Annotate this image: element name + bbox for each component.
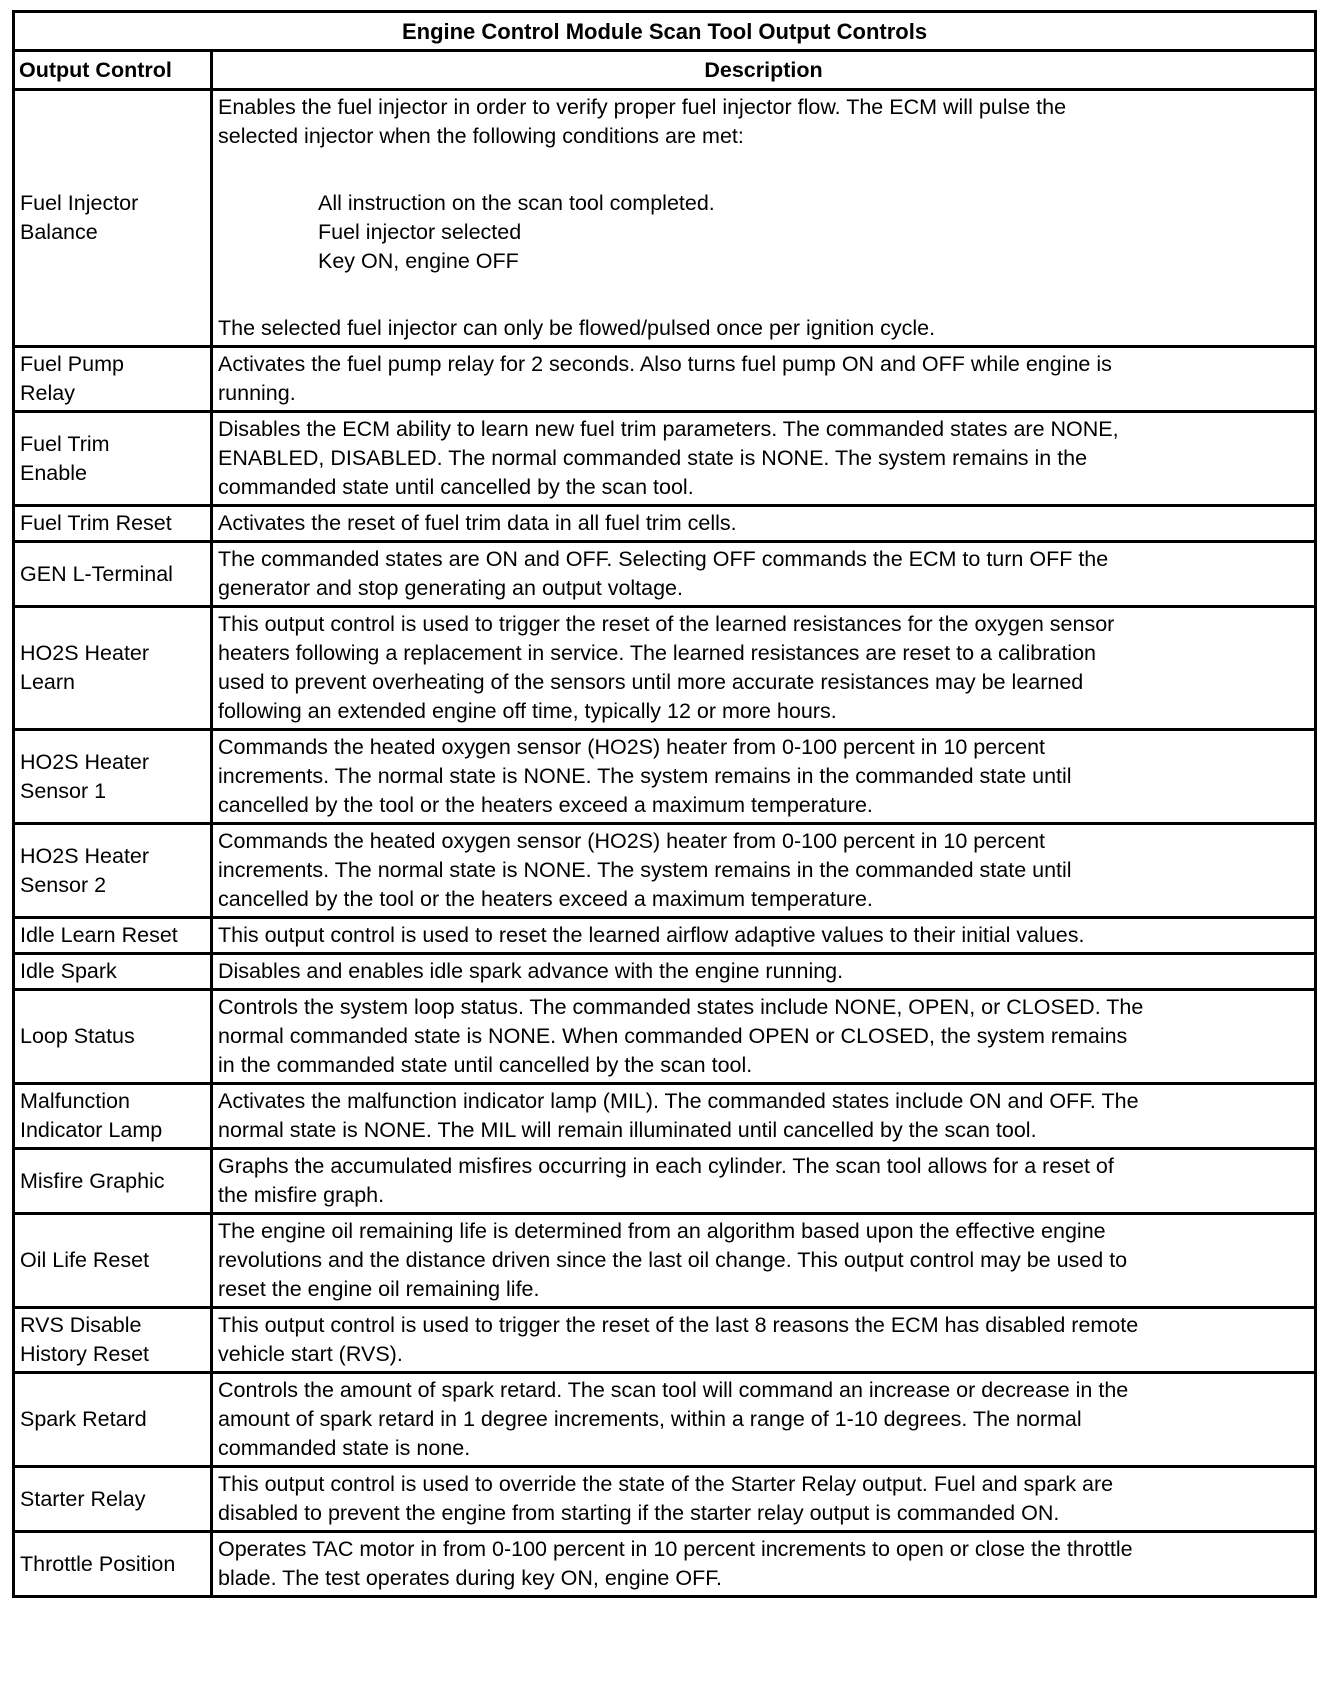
output-control-cell — [14, 412, 212, 506]
output-control-cell — [14, 1467, 212, 1532]
control-line: Throttle Position — [20, 1551, 176, 1576]
description-line: This output control is used to trigger the reset of the learned resistances for the oxygen sensor — [218, 612, 1115, 636]
description-line: Commands the heated oxygen sensor (HO2S) heater from 0-100 percent in 10 percent — [218, 735, 1046, 759]
table-row — [14, 730, 1316, 824]
output-control-cell — [14, 1149, 212, 1214]
description-cell — [212, 347, 1316, 412]
condition-item: Fuel injector selected — [318, 220, 522, 244]
description-line: blade. The test operates during key ON, engine OFF. — [218, 1566, 722, 1590]
control-line: Starter Relay — [20, 1486, 146, 1511]
control-line: Loop Status — [20, 1024, 135, 1048]
description-line: following an extended engine off time, typically 12 or more hours. — [218, 699, 837, 723]
description-line: normal state is NONE. The MIL will remain illuminated until cancelled by the scan tool. — [218, 1118, 1037, 1142]
description-cell — [212, 1308, 1316, 1373]
description-line: The commanded states are ON and OFF. Selecting OFF commands the ECM to turn OFF the — [218, 547, 1109, 571]
control-line: History Reset — [20, 1342, 150, 1366]
control-line: HO2S Heater — [20, 749, 150, 774]
description-line: cancelled by the tool or the heaters exceed a maximum temperature. — [218, 793, 873, 817]
table-row — [14, 1308, 1316, 1373]
output-control-cell — [14, 607, 212, 730]
output-control-cell — [14, 990, 212, 1084]
description-cell — [212, 990, 1316, 1084]
output-control-cell — [14, 824, 212, 918]
description-line: increments. The normal state is NONE. The system remains in the commanded state until — [218, 858, 1072, 882]
description-line: Commands the heated oxygen sensor (HO2S) heater from 0-100 percent in 10 percent — [218, 829, 1046, 853]
document-page — [12, 10, 1314, 1598]
control-line: Oil Life Reset — [20, 1248, 150, 1272]
control-line: Spark Retard — [20, 1407, 147, 1431]
description-line: selected injector when the following conditions are met: — [218, 124, 744, 148]
description-line: generator and stop generating an output voltage. — [218, 576, 683, 600]
description-line: Activates the fuel pump relay for 2 seconds. Also turns fuel pump ON and OFF while engine is — [218, 352, 1112, 376]
output-control-cell — [14, 1084, 212, 1149]
description-cell — [212, 412, 1316, 506]
output-control-cell — [14, 1532, 212, 1597]
table-row — [14, 824, 1316, 918]
control-line: Idle Spark — [20, 959, 117, 983]
output-control-cell — [14, 918, 212, 954]
control-line: Fuel Trim — [20, 431, 110, 456]
description-line: The engine oil remaining life is determined from an algorithm based upon the effective engine — [218, 1219, 1106, 1243]
description-cell — [212, 542, 1316, 607]
description-line: Controls the amount of spark retard. The scan tool will command an increase or decrease in the — [218, 1378, 1129, 1402]
table-row — [14, 1214, 1316, 1308]
control-line: RVS Disable — [20, 1313, 142, 1337]
description-line: cancelled by the tool or the heaters exceed a maximum temperature. — [218, 887, 873, 911]
output-controls-table — [12, 10, 1317, 1598]
description-line: amount of spark retard in 1 degree increments, within a range of 1-10 degrees. The normal — [218, 1407, 1082, 1431]
description-cell — [212, 506, 1316, 542]
title-row — [14, 12, 1316, 51]
description-line: increments. The normal state is NONE. The system remains in the commanded state until — [218, 764, 1072, 788]
description-line: Enables the fuel injector in order to verify proper fuel injector flow. The ECM will pulse the — [218, 95, 1067, 119]
control-line: GEN L-Terminal — [20, 561, 173, 586]
table-row — [14, 918, 1316, 954]
control-line: Malfunction — [20, 1089, 130, 1113]
description-line: Operates TAC motor in from 0-100 percent in 10 percent increments to open or close the throttle — [218, 1537, 1133, 1561]
description-line: Activates the malfunction indicator lamp (MIL). The commanded states include ON and OFF. The — [218, 1089, 1139, 1113]
description-line: revolutions and the distance driven since the last oil change. This output control may be used to — [218, 1248, 1128, 1272]
description-cell — [212, 1467, 1316, 1532]
description-line: Activates the reset of fuel trim data in all fuel trim cells. — [218, 511, 737, 535]
output-control-cell — [14, 542, 212, 607]
description-line: reset the engine oil remaining life. — [218, 1277, 540, 1301]
control-line: Learn — [20, 670, 75, 694]
description-line: running. — [218, 381, 296, 405]
table-row — [14, 347, 1316, 412]
description-line: Disables the ECM ability to learn new fuel trim parameters. The commanded states are NONE, — [218, 417, 1119, 441]
table-row — [14, 1084, 1316, 1149]
description-line: commanded state is none. — [218, 1436, 471, 1460]
table-row-fuel-injector-balance — [14, 90, 1316, 347]
table-row — [14, 506, 1316, 542]
description-cell — [212, 90, 1316, 347]
output-control-cell — [14, 1308, 212, 1373]
description-line: normal commanded state is NONE. When commanded OPEN or CLOSED, the system remains — [218, 1024, 1128, 1048]
table-row — [14, 1467, 1316, 1532]
description-cell — [212, 918, 1316, 954]
spacer — [218, 151, 1309, 189]
description-cell — [212, 1214, 1316, 1308]
control-line: Indicator Lamp — [20, 1118, 163, 1142]
control-line: Fuel Trim Reset — [20, 511, 172, 535]
output-control-cell — [14, 954, 212, 990]
header-description: Description — [212, 51, 1316, 90]
header-row — [14, 51, 1316, 90]
control-line: Sensor 1 — [20, 778, 107, 803]
description-line: used to prevent overheating of the sensors until more accurate resistances may be learned — [218, 670, 1084, 694]
table-row — [14, 412, 1316, 506]
description-line: ENABLED, DISABLED. The normal commanded state is NONE. The system remains in the — [218, 446, 1088, 470]
table-row — [14, 607, 1316, 730]
description-line: vehicle start (RVS). — [218, 1342, 403, 1366]
description-note: The selected fuel injector can only be flowed/pulsed once per ignition cycle. — [218, 316, 936, 340]
control-line: HO2S Heater — [20, 843, 150, 868]
table-row — [14, 1532, 1316, 1597]
description-cell — [212, 607, 1316, 730]
description-line: Disables and enables idle spark advance with the engine running. — [218, 959, 844, 983]
description-line: the misfire graph. — [218, 1183, 385, 1207]
table-row — [14, 990, 1316, 1084]
table-row — [14, 1373, 1316, 1467]
header-output-control: Output Control — [14, 51, 212, 90]
description-cell — [212, 1149, 1316, 1214]
description-line: This output control is used to override the state of the Starter Relay output. Fuel and spark are — [218, 1472, 1114, 1496]
description-cell — [212, 1084, 1316, 1149]
control-line: Enable — [20, 460, 87, 485]
description-line: commanded state until cancelled by the scan tool. — [218, 475, 694, 499]
control-line: HO2S Heater — [20, 641, 150, 665]
output-control-cell — [14, 1214, 212, 1308]
description-cell — [212, 1373, 1316, 1467]
table-row — [14, 1149, 1316, 1214]
control-line: Balance — [20, 220, 98, 244]
table-title: Engine Control Module Scan Tool Output Controls — [14, 12, 1316, 51]
control-line: Fuel Injector — [20, 191, 139, 215]
table-row — [14, 954, 1316, 990]
table-body — [14, 90, 1316, 1597]
description-cell — [212, 1532, 1316, 1597]
spacer — [218, 276, 1309, 314]
control-line: Idle Learn Reset — [20, 923, 178, 947]
description-cell — [212, 730, 1316, 824]
description-line: heaters following a replacement in service. The learned resistances are reset to a calibration — [218, 641, 1096, 665]
output-control-cell — [14, 347, 212, 412]
output-control-cell — [14, 730, 212, 824]
condition-item: Key ON, engine OFF — [318, 249, 519, 273]
control-line: Relay — [20, 381, 75, 405]
table-row — [14, 542, 1316, 607]
description-line: Graphs the accumulated misfires occurring in each cylinder. The scan tool allows for a reset of — [218, 1154, 1114, 1178]
condition-item: All instruction on the scan tool completed. — [318, 191, 715, 215]
control-line: Sensor 2 — [20, 872, 107, 897]
description-line: This output control is used to trigger the reset of the last 8 reasons the ECM has disabled remote — [218, 1313, 1139, 1337]
description-cell — [212, 824, 1316, 918]
control-line: Fuel Pump — [20, 352, 124, 376]
output-control-cell — [14, 506, 212, 542]
output-control-cell — [14, 1373, 212, 1467]
output-control-cell — [14, 90, 212, 347]
control-line: Misfire Graphic — [20, 1168, 165, 1193]
description-line: disabled to prevent the engine from starting if the starter relay output is commanded ON. — [218, 1501, 1060, 1525]
description-line: Controls the system loop status. The commanded states include NONE, OPEN, or CLOSED. The — [218, 995, 1144, 1019]
description-line: in the commanded state until cancelled by the scan tool. — [218, 1053, 753, 1077]
description-line: This output control is used to reset the learned airflow adaptive values to their initial values. — [218, 923, 1085, 947]
description-cell — [212, 954, 1316, 990]
